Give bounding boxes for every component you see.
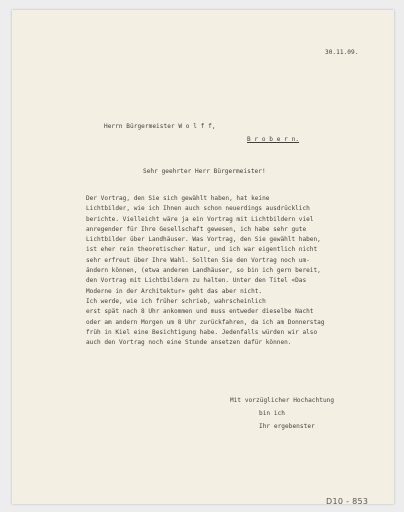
body-line: Moderne in der Architektur» geht das aber nicht. [86,287,263,295]
closing-phrase: Mit vorzüglicher Hochachtung [230,397,335,404]
closing-bin-ich: bin ich [259,410,286,417]
body-line: auch den Vortrag noch eine Stunde ansetzen dafür können. [86,339,292,347]
recipient-place: B r o b e r n. [247,136,300,143]
body-line: ändern können, (etwa anderen Landhäuser, so bin ich gern bereit, [86,267,321,275]
salutation: Sehr geehrter Herr Bürgermeister! [143,168,266,175]
body-line: Lichtbilder, wie ich Ihnen auch schon neuerdings ausdrücklich [86,205,310,213]
body-line: Der Vortrag, den Sie sich gewählt haben, hat keine [86,195,270,202]
letter-body [86,194,376,348]
body-line: Lichtbilder über Landhäuser. Was Vortrag, den Sie gewählt haben, [86,236,321,244]
archive-mark: D10 - 853 [326,497,369,506]
body-line: Ich werde, wie ich früher schrieb, wahrscheinlich [86,297,266,305]
body-line: oder am andern Morgen um 8 Uhr zurückfahren, da ich am Donnerstag [86,318,325,326]
closing-signature-line: Ihr ergebenster [259,423,315,430]
letter-page [12,10,394,504]
body-line: ist eher rein theoretischer Natur, und ich war eigentlich nicht [86,246,318,254]
body-line: anregender für Ihre Gesellschaft gewesen, ich habe sehr gute [86,225,307,233]
body-line: berichte. Vielleicht wäre ja ein Vortrag mit Lichtbildern viel [86,215,314,223]
recipient-name: Herrn Bürgermeister W o l f f, [104,123,216,130]
body-line: sehr erfreut über Ihre Wahl. Sollten Sie den Vortrag noch um- [86,256,310,264]
body-line: früh in Kiel eine Besichtigung habe. Jedenfalls würden wir also [86,328,318,336]
body-line: den Vortrag mit Lichtbildern zu halten. Unter den Titel «Das [86,277,307,285]
body-line: erst spät nach 8 Uhr ankommen und muss entweder dieselbe Nacht [86,308,314,316]
letter-date: 30.11.09. [325,49,359,56]
